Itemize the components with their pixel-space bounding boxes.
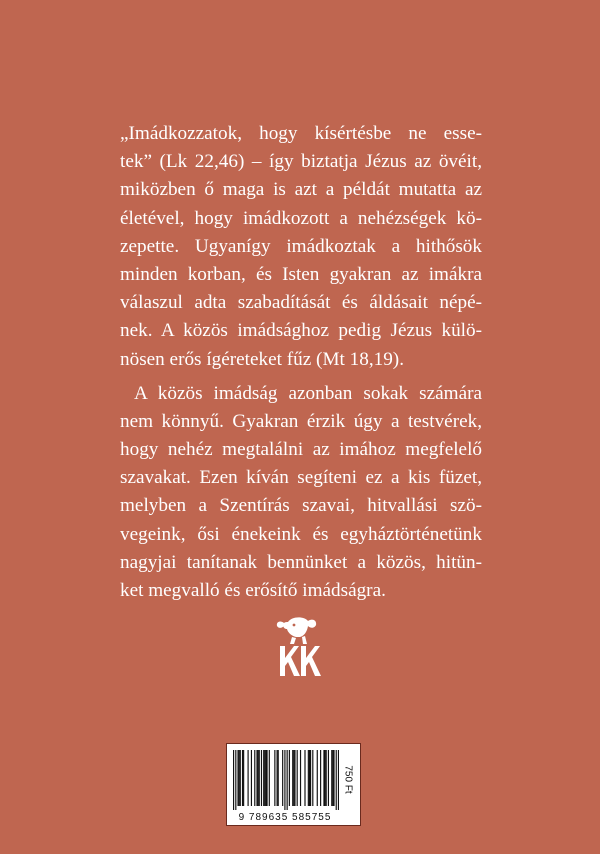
barcode-bar xyxy=(254,750,255,806)
barcode-bar xyxy=(336,750,337,810)
barcode-bar xyxy=(312,750,313,806)
barcode-bar xyxy=(242,750,243,806)
blurb-line: szavakat. Ezen kíván segíteni ez a kis füzet, xyxy=(120,467,482,489)
barcode-bar xyxy=(309,750,310,806)
barcode-bar xyxy=(264,750,265,806)
barcode-bar xyxy=(320,750,321,806)
barcode-bar xyxy=(326,750,327,806)
barcode-bar xyxy=(332,750,333,806)
blurb-line: melyben a Szentírás szavai, hitvallási szö- xyxy=(120,495,482,517)
barcode-bar xyxy=(261,750,262,806)
blurb-line: tek” (Lk 22,46) – így biztatja Jézus az övéit, xyxy=(120,151,482,173)
barcode-bar xyxy=(235,750,236,810)
barcode-bar xyxy=(263,750,264,806)
barcode-bar xyxy=(300,750,301,806)
barcode-bar xyxy=(239,750,240,806)
barcode-bar xyxy=(338,750,339,810)
barcode-bar xyxy=(308,750,309,806)
barcode-bar xyxy=(324,750,325,806)
barcode-bar xyxy=(277,750,278,806)
barcode-bar xyxy=(237,750,238,806)
isbn-number: 9 789635 585755 xyxy=(238,812,332,823)
blurb-line: A közös imádság azonban sokak számára xyxy=(134,382,482,404)
barcode-bar xyxy=(240,750,241,806)
blurb-line: vegeink, ősi énekeink és egyháztörténetünk xyxy=(120,523,482,545)
blurb-paragraph-1 xyxy=(120,120,482,374)
barcode-bar xyxy=(292,750,293,806)
barcode-bar xyxy=(294,750,295,806)
barcode-bar xyxy=(328,750,329,806)
blurb-line: nösen erős ígéreteket fűz (Mt 18,19). xyxy=(120,348,404,370)
barcode-bar xyxy=(317,750,318,806)
blurb-line: miközben ő maga is azt a példát mutatta az xyxy=(120,179,482,201)
barcode-bar xyxy=(323,750,324,806)
blurb-line: életével, hogy imádkozott a nehézségek kö- xyxy=(120,207,482,229)
barcode-bar xyxy=(258,750,259,806)
barcode-bar xyxy=(243,750,244,806)
barcode-bar xyxy=(266,750,267,806)
barcode-bar xyxy=(265,750,266,806)
barcode-bar xyxy=(284,750,285,810)
price-label: 750 Ft xyxy=(342,765,354,794)
barcode-bar xyxy=(256,750,257,806)
blurb-line: nem könnyű. Gyakran érzik úgy a testvérek, xyxy=(120,410,482,432)
barcode-label xyxy=(226,743,361,826)
barcode-bar xyxy=(297,750,298,806)
blurb-line: nagyjai tanítanak bennünket a közös, hitün- xyxy=(120,551,482,573)
blurb-line: „Imádkozzatok, hogy kísértésbe ne esse- xyxy=(120,123,482,144)
barcode-bar xyxy=(282,750,283,806)
barcode-bar xyxy=(233,750,234,810)
barcode-bar xyxy=(251,750,252,806)
barcode-bar xyxy=(287,750,288,810)
blurb-line: zepette. Ugyanígy imádkoztak a hithősök xyxy=(120,235,482,257)
barcode-bar xyxy=(333,750,334,806)
barcode-bar xyxy=(331,750,332,806)
barcode-bar xyxy=(293,750,294,806)
back-cover-blurb xyxy=(120,120,482,605)
blurb-line: válaszul adta szabadítását és áldásait népé- xyxy=(120,292,482,314)
blurb-line: hogy nehéz megtalálni az imához megfelelő xyxy=(120,439,482,461)
barcode-bar xyxy=(278,750,279,806)
lion-kk-logo-icon xyxy=(270,614,330,678)
barcode xyxy=(233,750,339,810)
blurb-paragraph-2 xyxy=(120,380,482,606)
barcode-bar xyxy=(269,750,270,806)
barcode-bar xyxy=(310,750,311,806)
blurb-line: ket megvalló és erősítő imádságra. xyxy=(120,580,386,601)
blurb-line: minden korban, és Isten gyakran az imákra xyxy=(120,263,482,285)
barcode-bar xyxy=(259,750,260,806)
barcode-bar xyxy=(248,750,249,806)
barcode-bar xyxy=(274,750,275,806)
barcode-bar xyxy=(304,750,305,806)
barcode-bar xyxy=(289,750,290,806)
blurb-line: nek. A közös imádsághoz pedig Jézus külö- xyxy=(120,320,482,342)
